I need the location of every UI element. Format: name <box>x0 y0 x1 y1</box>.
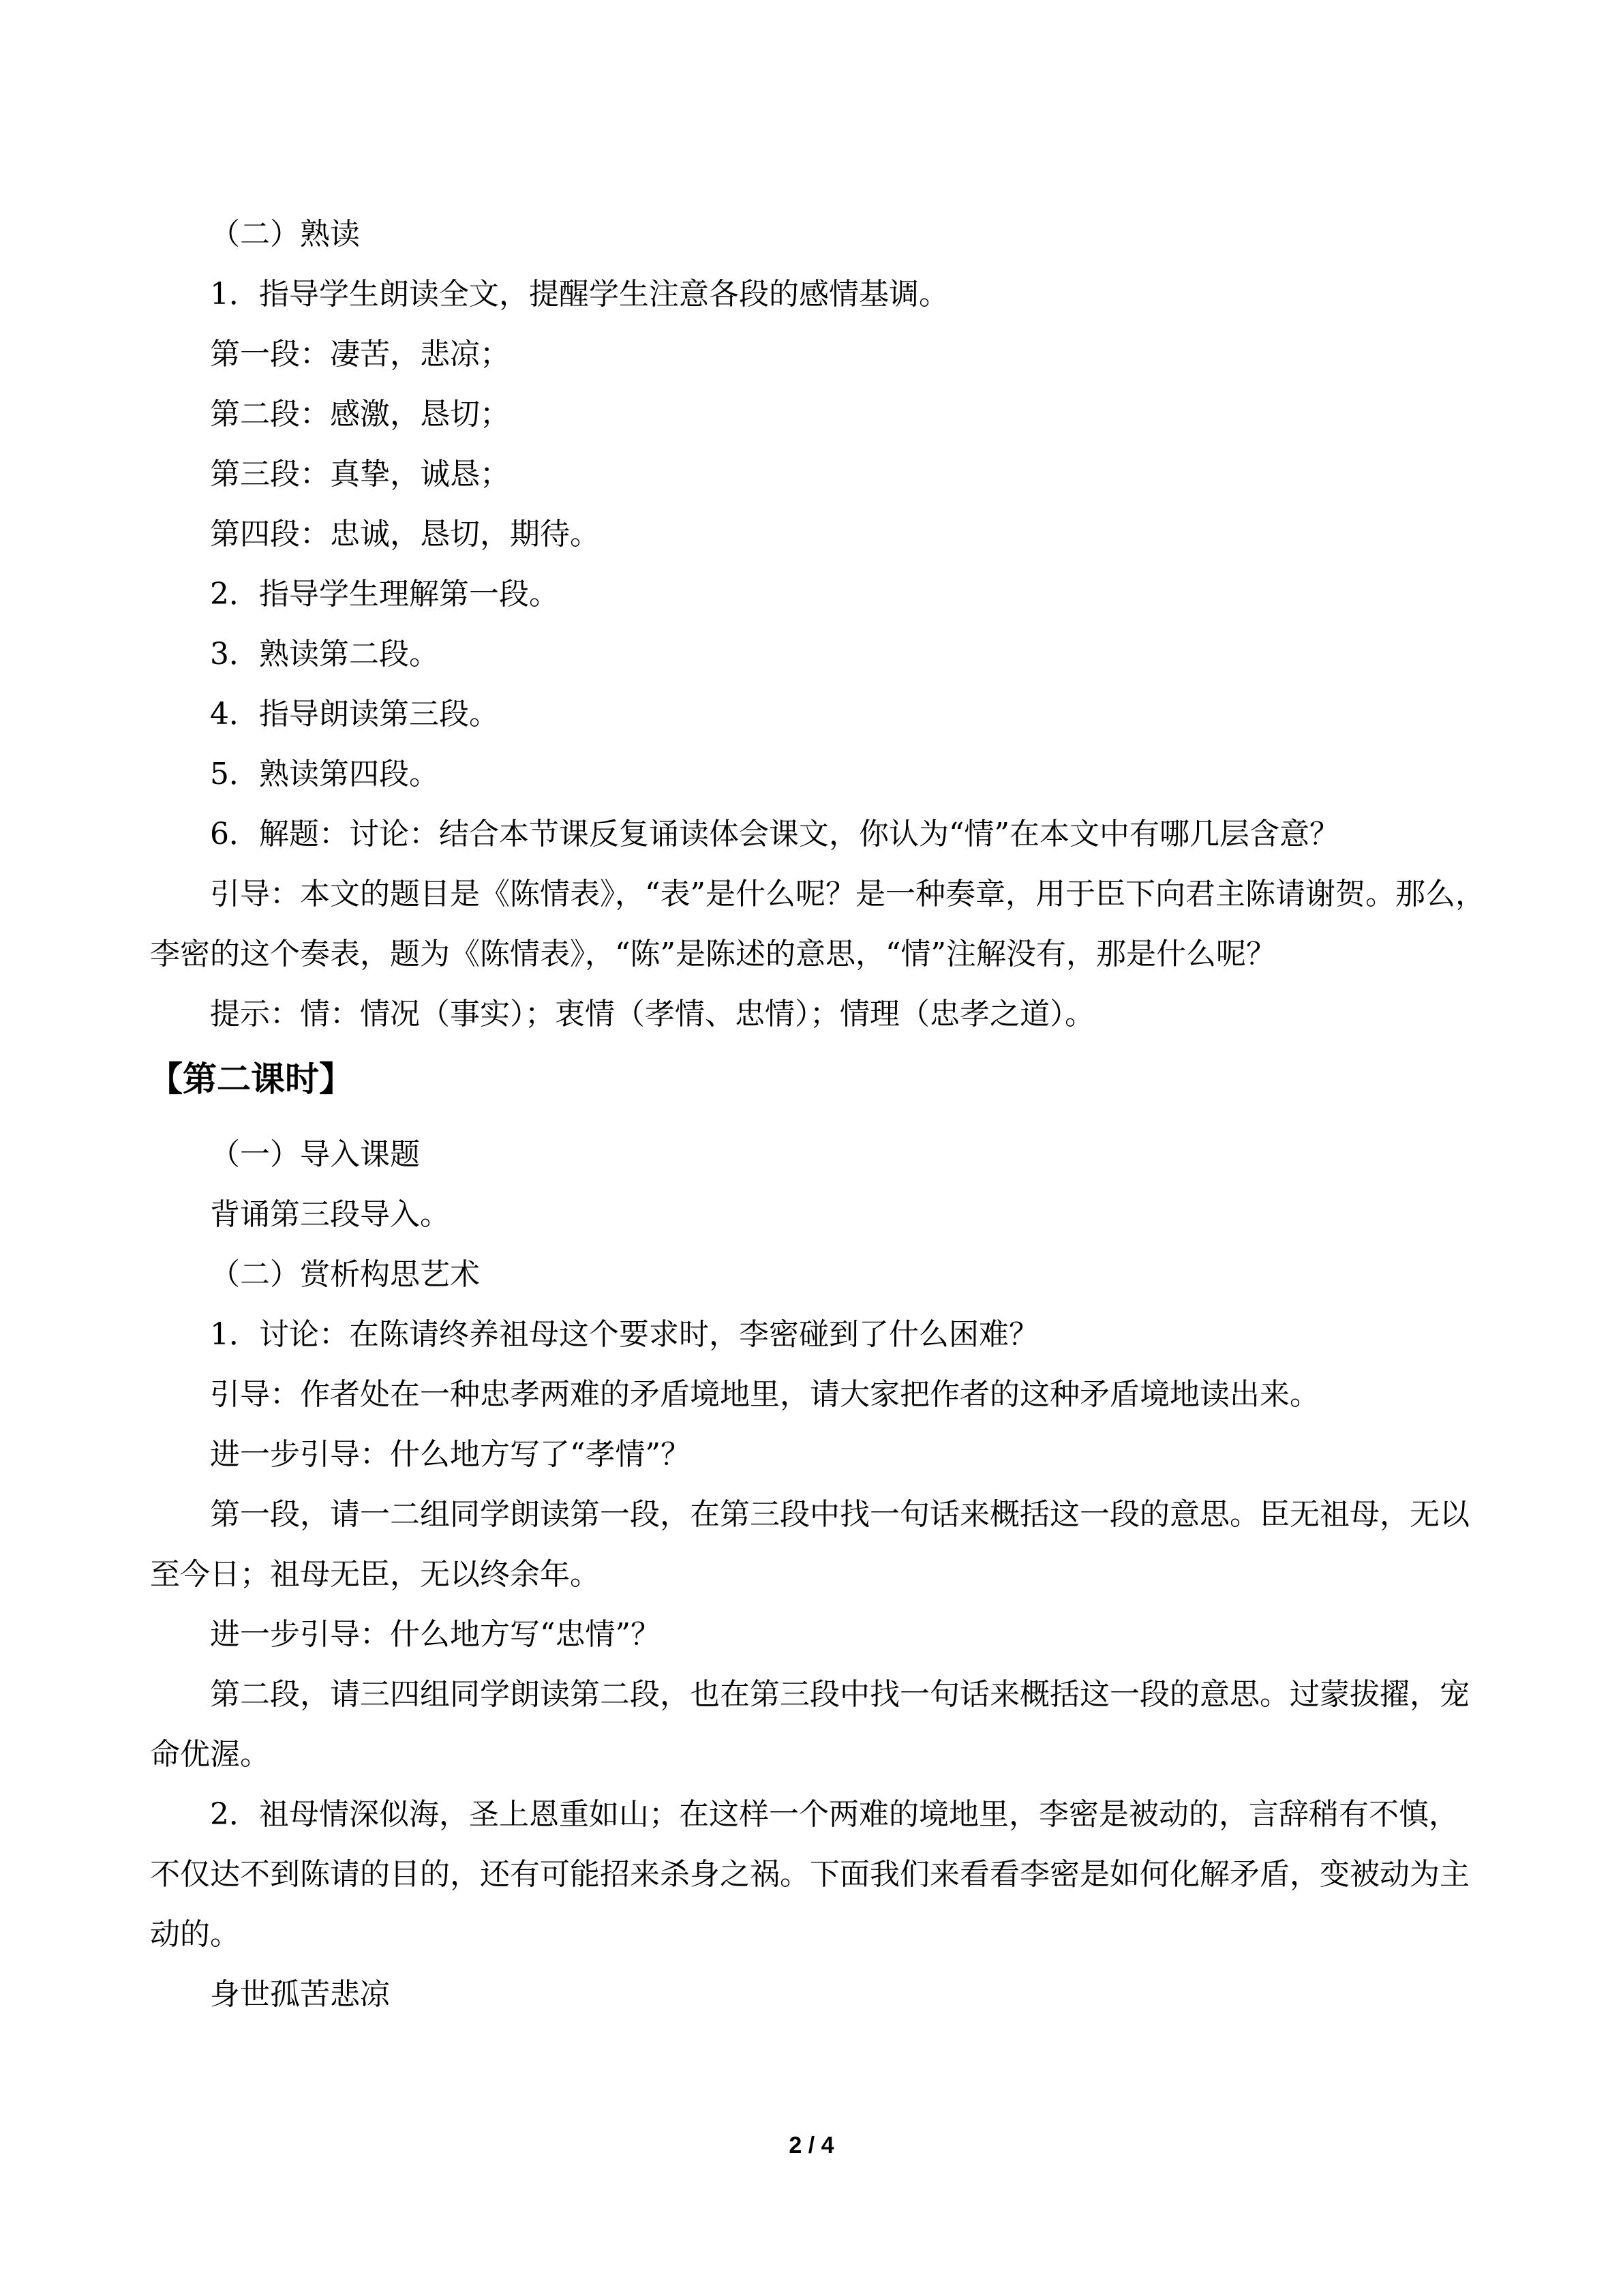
paragraph: 3．熟读第二段。 <box>210 637 439 671</box>
paragraph: 第三段：真挚，诚恳； <box>210 457 510 492</box>
paragraph: 2．指导学生理解第一段。 <box>210 577 559 611</box>
paragraph: 第二段：感激，恳切； <box>210 397 510 432</box>
paragraph: 引导：本文的题目是《陈情表》，“表”是什么呢？是一种奏章，用于臣下向君主陈请谢贺。那么，李密的这个奏表，题为《陈情表》，“陈”是陈述的意思，“情”注解没有，那是什么呢？ <box>150 877 1485 971</box>
paragraph: 引导：作者处在一种忠孝两难的矛盾境地里，请大家把作者的这种矛盾境地读出来。 <box>210 1377 1320 1412</box>
paragraph: 5．熟读第四段。 <box>210 757 439 791</box>
paragraph: 进一步引导：什么地方写了“孝情”？ <box>210 1437 691 1472</box>
paragraph: 4．指导朗读第三段。 <box>210 697 499 731</box>
paragraph: 2．祖母情深似海，圣上恩重如山；在这样一个两难的境地里，李密是被动的，言辞稍有不慎，不仅达不到陈请的目的，还有可能招来杀身之祸。下面我们来看看李密是如何化解矛盾，变被动为主动的。 <box>150 1797 1470 1952</box>
paragraph: 1．讨论：在陈请终养祖母这个要求时，李密碰到了什么困难？ <box>210 1317 1039 1352</box>
paragraph: 第一段：凄苦，悲凉； <box>210 337 510 372</box>
lesson-heading: 【第二课时】 <box>149 1059 353 1099</box>
paragraph: 第二段，请三四组同学朗读第二段，也在第三段中找一句话来概括这一段的意思。过蒙拔擢，宠命优渥。 <box>150 1677 1470 1772</box>
section-heading-shangxi: （二）赏析构思艺术 <box>210 1257 480 1292</box>
paragraph: 第四段：忠诚，恳切，期待。 <box>210 517 600 552</box>
paragraph: 身世孤苦悲凉 <box>210 1977 390 2012</box>
paragraph: 第一段，请一二组同学朗读第一段，在第三段中找一句话来概括这一段的意思。臣无祖母，无以至今日；祖母无臣，无以终余年。 <box>150 1497 1470 1592</box>
paragraph: 6．解题：讨论：结合本节课反复诵读体会课文，你认为“情”在本文中有哪几层含意？ <box>210 817 1339 851</box>
section-heading-daoru: （一）导入课题 <box>210 1137 420 1172</box>
section-heading-shudu: （二）熟读 <box>210 217 360 252</box>
paragraph: 背诵第三段导入。 <box>210 1197 450 1232</box>
paragraph: 进一步引导：什么地方写“忠情”？ <box>210 1617 661 1652</box>
paragraph: 提示：情：情况（事实）；衷情（孝情、忠情）；情理（忠孝之道）。 <box>210 997 1095 1031</box>
paragraph: 1．指导学生朗读全文，提醒学生注意各段的感情基调。 <box>210 277 949 312</box>
document-body <box>150 205 1486 2025</box>
page-number: 2 / 4 <box>789 2132 834 2158</box>
